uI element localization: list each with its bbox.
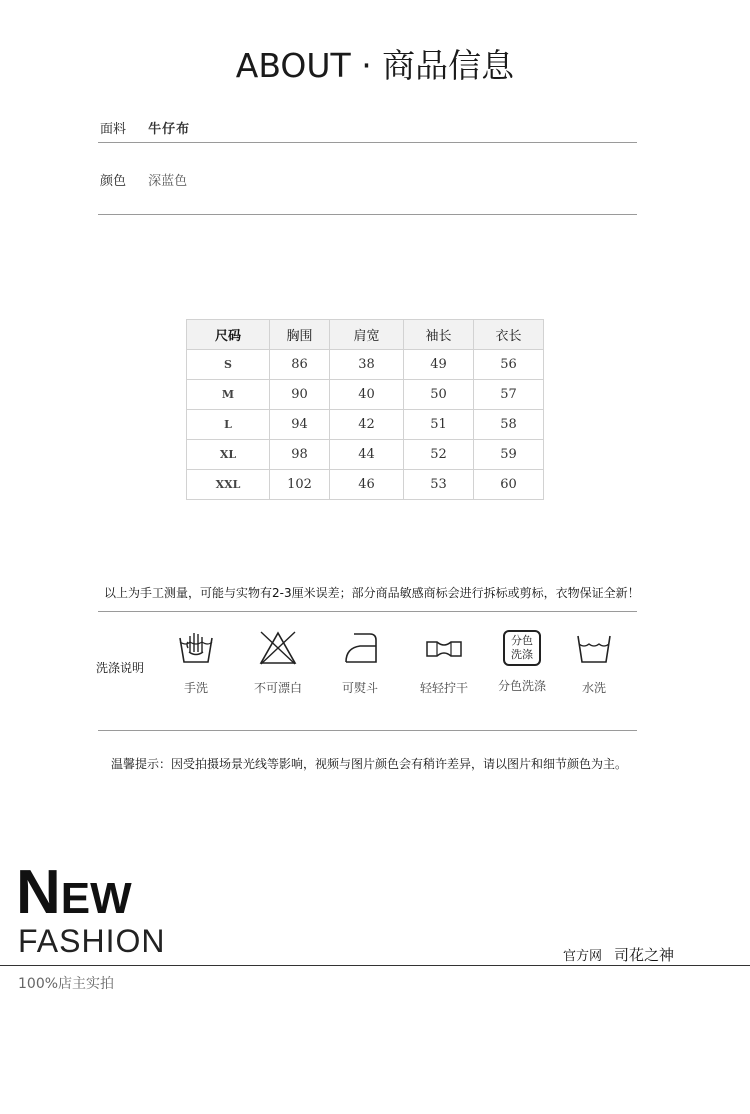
- chest-cell: 90: [270, 380, 330, 410]
- table-row: [187, 410, 544, 440]
- wash-item-label: 不可漂白: [253, 681, 302, 695]
- color-value: 深蓝色: [148, 174, 188, 189]
- icon-text: 洗涤: [511, 648, 533, 661]
- shoulder-cell: 46: [330, 470, 404, 500]
- water-wash-icon: [574, 630, 614, 666]
- size-cell: S: [187, 350, 270, 380]
- divider: [98, 611, 637, 612]
- wash-item-label: 水洗: [581, 681, 606, 695]
- length-cell: 58: [474, 410, 544, 440]
- chest-cell: 102: [270, 470, 330, 500]
- shoulder-cell: 38: [330, 350, 404, 380]
- shoulder-cell: 44: [330, 440, 404, 470]
- wash-item-label: 可熨斗: [341, 681, 378, 695]
- chest-cell: 94: [270, 410, 330, 440]
- chest-cell: 98: [270, 440, 330, 470]
- brand-fashion: FASHION: [18, 923, 166, 959]
- page-title: ABOUT · 商品信息: [235, 46, 515, 85]
- wash-instructions-label: 洗涤说明: [96, 661, 145, 675]
- wash-item-separate: [487, 630, 557, 694]
- sleeve-cell: 51: [404, 410, 474, 440]
- table-row: [187, 380, 544, 410]
- color-key: 颜色: [100, 174, 127, 189]
- sleeve-cell: 52: [404, 440, 474, 470]
- brand-new-rest: EW: [60, 874, 132, 923]
- wash-item-label: 分色洗涤: [497, 679, 546, 693]
- wash-item-label: 手洗: [183, 681, 208, 695]
- shoulder-cell: 40: [330, 380, 404, 410]
- hand-wash-icon: [176, 630, 216, 666]
- official-site-label: 官方网: [563, 949, 603, 964]
- size-table-header: [187, 320, 544, 350]
- gentle-wring-icon: [424, 630, 464, 666]
- sleeve-cell: 53: [404, 470, 474, 500]
- separate-wash-icon: [503, 630, 541, 666]
- material-value: 牛仔布: [148, 122, 191, 137]
- chest-cell: 86: [270, 350, 330, 380]
- photo-color-note: 温馨提示：因受拍摄场景光线等影响，视频与图片颜色会有稍许差异，请以图片和细节颜色为主。: [111, 757, 628, 771]
- shop-name: 司花之神: [614, 946, 675, 964]
- sleeve-cell: 50: [404, 380, 474, 410]
- divider: [98, 142, 637, 143]
- length-cell: 56: [474, 350, 544, 380]
- divider: [98, 730, 637, 731]
- length-cell: 57: [474, 380, 544, 410]
- brand-new-logo: [16, 858, 132, 927]
- size-cell: XXL: [187, 470, 270, 500]
- material-row: [100, 118, 637, 137]
- store-info: [563, 944, 674, 965]
- header-sleeve: 袖长: [404, 320, 474, 350]
- color-row: [100, 170, 637, 189]
- length-cell: 59: [474, 440, 544, 470]
- sleeve-cell: 49: [404, 350, 474, 380]
- material-key: 面料: [100, 122, 127, 137]
- header-chest: 胸围: [270, 320, 330, 350]
- table-row: [187, 440, 544, 470]
- size-cell: XL: [187, 440, 270, 470]
- icon-text: 分色: [511, 634, 533, 647]
- length-cell: 60: [474, 470, 544, 500]
- divider: [98, 214, 637, 215]
- shoulder-cell: 42: [330, 410, 404, 440]
- size-cell: M: [187, 380, 270, 410]
- iron-icon: [340, 630, 380, 666]
- header-size: 尺码: [187, 320, 270, 350]
- footer-divider: [0, 965, 750, 966]
- table-row: [187, 470, 544, 500]
- wash-item-no-bleach: [243, 630, 313, 696]
- header-shoulder: 肩宽: [330, 320, 404, 350]
- brand-new-first: N: [16, 858, 61, 927]
- tagline: 100%店主实拍: [18, 976, 115, 992]
- size-table: [186, 319, 544, 500]
- table-row: [187, 350, 544, 380]
- size-cell: L: [187, 410, 270, 440]
- no-bleach-icon: [258, 630, 298, 666]
- wash-item-hand-wash: [161, 630, 231, 696]
- wash-item-water: [559, 630, 629, 696]
- wash-item-label: 轻轻拧干: [419, 681, 468, 695]
- wash-item-wring: [409, 630, 479, 696]
- header-length: 衣长: [474, 320, 544, 350]
- measurement-note: 以上为手工测量，可能与实物有2-3厘米误差；部分商品敏感商标会进行拆标或剪标，衣物保证全新！: [104, 586, 640, 600]
- wash-item-iron: [325, 630, 395, 696]
